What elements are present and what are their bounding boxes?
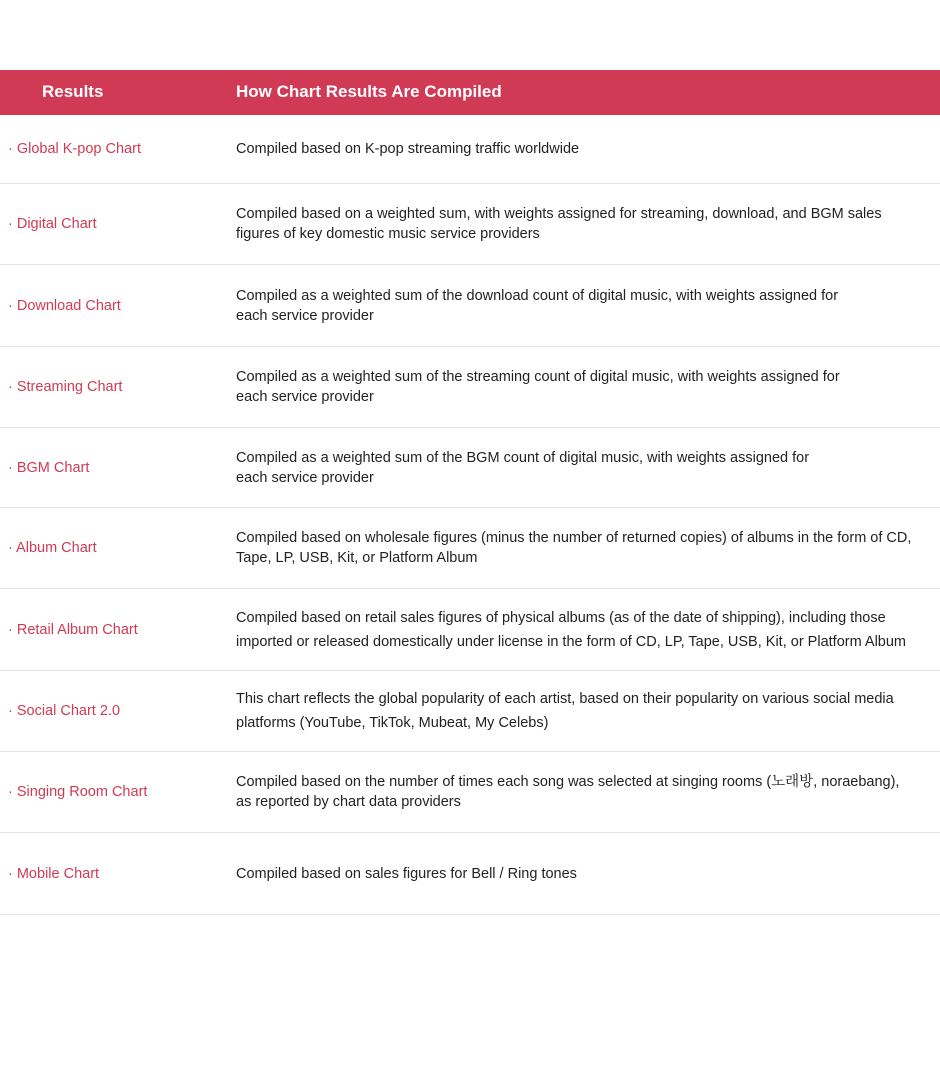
- chart-description: Compiled based on a weighted sum, with weights assigned for streaming, download, and BGM sales figures of key domestic music service providers: [236, 206, 882, 242]
- chart-name-album: · Album Chart: [8, 540, 97, 556]
- chart-description: Compiled based on the number of times each song was selected at singing rooms (노래방, noraebang), as reported by chart data providers: [236, 774, 900, 810]
- table-row: [0, 752, 940, 833]
- chart-description: Compiled based on K-pop streaming traffic worldwide: [236, 141, 580, 157]
- chart-name-mobile: · Mobile Chart: [8, 865, 100, 882]
- chart-description: Compiled as a weighted sum of the BGM count of digital music, with weights assigned for each service provider: [236, 449, 810, 486]
- table-row: [0, 265, 940, 347]
- chart-description: Compiled based on wholesale figures (minus the number of returned copies) of albums in the form of CD, Tape, LP, USB, Kit, or Platform Album: [236, 530, 912, 566]
- chart-name-singing-room: · Singing Room Chart: [8, 784, 148, 800]
- chart-name-social: · Social Chart 2.0: [8, 703, 121, 719]
- chart-name-download: · Download Chart: [8, 297, 121, 314]
- table-row: [0, 184, 940, 265]
- chart-name-bgm: · BGM Chart: [8, 459, 90, 476]
- results-column-header: Results: [42, 82, 104, 101]
- chart-name-retail-album: · Retail Album Chart: [8, 621, 138, 638]
- table-row: [0, 428, 940, 508]
- chart-name-digital: · Digital Chart: [8, 216, 97, 232]
- table-row: [0, 508, 940, 589]
- table-row: [0, 347, 940, 428]
- chart-name-global-kpop: · Global K-pop Chart: [8, 141, 141, 157]
- table-row: [0, 115, 940, 184]
- chart-description: Compiled based on retail sales figures of physical albums (as of the date of shipping), including those imported or released domestically under license in the form of CD, LP, Tape, USB, Kit, or Platform Album: [236, 609, 906, 650]
- chart-description: Compiled as a weighted sum of the download count of digital music, with weights assigned for each service provider: [236, 287, 839, 324]
- table-row: [0, 833, 940, 915]
- table-row: [0, 589, 940, 671]
- table-row: [0, 671, 940, 752]
- table-header: [0, 70, 940, 115]
- chart-description: Compiled based on sales figures for Bell / Ring tones: [236, 865, 577, 882]
- chart-info-table: [0, 70, 940, 915]
- how-compiled-column-header: How Chart Results Are Compiled: [236, 82, 502, 101]
- chart-description: Compiled as a weighted sum of the streaming count of digital music, with weights assigned for each service provider: [236, 369, 840, 405]
- chart-description: This chart reflects the global popularity of each artist, based on their popularity on various social media platforms (YouTube, TikTok, Mubeat, My Celebs): [236, 691, 894, 731]
- chart-name-streaming: · Streaming Chart: [8, 379, 123, 395]
